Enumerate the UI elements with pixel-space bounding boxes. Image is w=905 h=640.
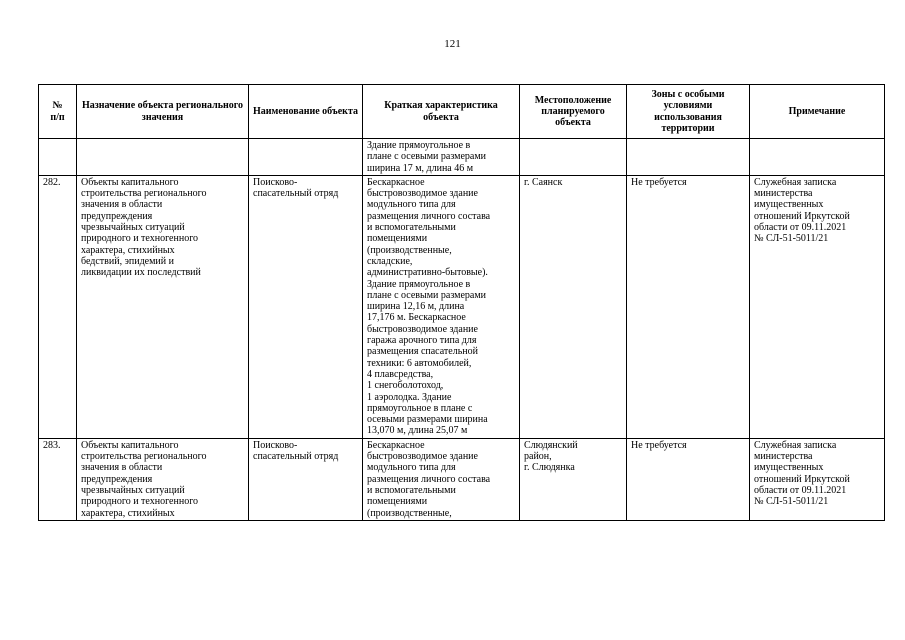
cell-note — [750, 139, 885, 176]
header-num: № п/п — [39, 85, 77, 139]
cell-location: г. Саянск — [520, 175, 627, 438]
regional-objects-table — [38, 84, 885, 521]
header-note: Примечание — [750, 85, 885, 139]
page-number: 121 — [444, 38, 461, 50]
cell-location: Слюдянский район, г. Слюдянка — [520, 438, 627, 520]
cell-characteristics: Бескаркасное быстровозводимое здание модульного типа для размещения личного состава и вспомогательными помещениями (производственные, складские, административно-бытовые). Здание прямоугольное в плане с осевыми размерами ширина 12,16 м, длина 17,176 м. Бескаркасное быстровозводимое здание гаража арочного типа для размещения спасательной техники: 6 автомобилей, 4 плавсредства, 1 снегоболотоход, 1 аэролодка. Здание прямоугольное в плане с осевыми размерами ширина 13,070 м, длина 25,07 м — [363, 175, 520, 438]
cell-zones: Не требуется — [627, 175, 750, 438]
table-row — [39, 438, 885, 520]
cell-name: Поисково- спасательный отряд — [249, 175, 363, 438]
table-header-row — [39, 85, 885, 139]
cell-purpose — [77, 139, 249, 176]
cell-purpose: Объекты капитального строительства регионального значения в области предупреждения чрезвычайных ситуаций природного и техногенного характера, стихийных — [77, 438, 249, 520]
header-location: Местоположение планируемого объекта — [520, 85, 627, 139]
cell-name — [249, 139, 363, 176]
cell-zones — [627, 139, 750, 176]
cell-name: Поисково- спасательный отряд — [249, 438, 363, 520]
cell-characteristics: Здание прямоугольное в плане с осевыми размерами ширина 17 м, длина 46 м — [363, 139, 520, 176]
cell-purpose: Объекты капитального строительства регионального значения в области предупреждения чрезвычайных ситуаций природного и техногенного характера, стихийных бедствий, эпидемий и ликвидации их последствий — [77, 175, 249, 438]
cell-characteristics: Бескаркасное быстровозводимое здание модульного типа для размещения личного состава и вспомогательными помещениями (производственные, — [363, 438, 520, 520]
header-purpose: Назначение объекта регионального значения — [77, 85, 249, 139]
cell-note: Служебная записка министерства имущественных отношений Иркутской области от 09.11.2021 № СЛ-51-5011/21 — [750, 438, 885, 520]
cell-zones: Не требуется — [627, 438, 750, 520]
cell-location — [520, 139, 627, 176]
table-row — [39, 175, 885, 438]
cell-num: 282. — [39, 175, 77, 438]
header-zones: Зоны с особыми условиями использования территории — [627, 85, 750, 139]
header-characteristics: Краткая характеристика объекта — [363, 85, 520, 139]
cell-note: Служебная записка министерства имущественных отношений Иркутской области от 09.11.2021 № СЛ-51-5011/21 — [750, 175, 885, 438]
table-row — [39, 139, 885, 176]
cell-num: 283. — [39, 438, 77, 520]
header-name: Наименование объекта — [249, 85, 363, 139]
cell-num — [39, 139, 77, 176]
